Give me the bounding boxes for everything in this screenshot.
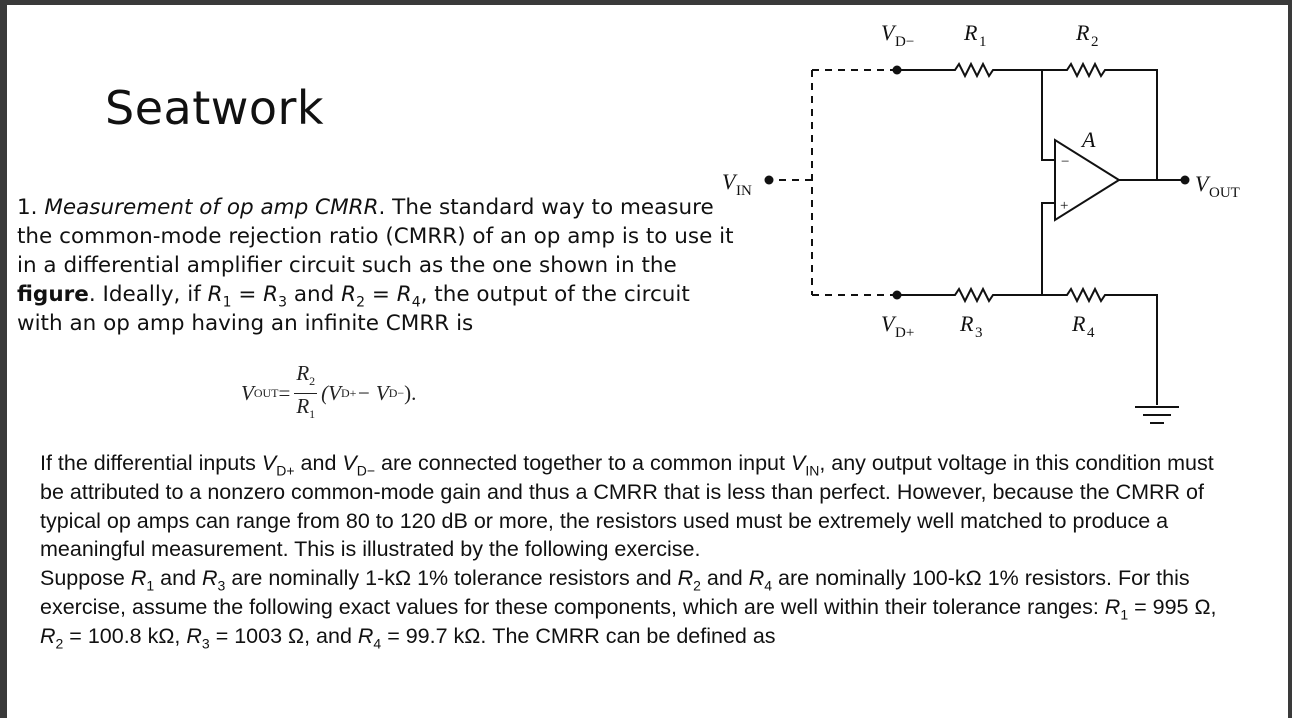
p1-v2-sub: D− — [356, 462, 376, 479]
p1-v2: V — [342, 451, 357, 475]
label-vout-sub: OUT — [1209, 185, 1240, 201]
cond-r2-sub: 2 — [356, 294, 366, 311]
p2-r1-sub: 1 — [146, 577, 155, 594]
cond-eq2: = — [365, 282, 397, 307]
eq-equals: = — [278, 381, 291, 406]
label-r4-sub: 4 — [1087, 325, 1095, 341]
p2-v4-sub: 4 — [373, 635, 382, 652]
eq-paren-open: (V — [321, 381, 341, 406]
problem-number: 1. — [17, 195, 38, 220]
label-r3: R — [960, 311, 974, 336]
eq-minus: − V — [356, 381, 389, 406]
eq-paren-close: ). — [404, 381, 417, 406]
label-r4: R — [1072, 311, 1086, 336]
label-vin-sub: IN — [736, 183, 752, 199]
p2-v1: R — [1104, 594, 1121, 619]
label-vdp-sub: D+ — [895, 325, 915, 341]
p2-g: = 100.8 kΩ, — [63, 623, 187, 648]
top-branch-wire — [897, 64, 1157, 181]
p2-v2: R — [40, 623, 56, 648]
p2-v3: R — [186, 623, 202, 648]
cond-r3-sub: 3 — [278, 294, 288, 311]
p2-r4-sub: 4 — [764, 577, 773, 594]
cond-r4-sub: 4 — [411, 294, 421, 311]
p1-b: and — [294, 451, 343, 475]
slide — [7, 5, 1288, 718]
cond-r3: R — [263, 282, 279, 307]
vdp-terminal — [893, 291, 902, 300]
ground-symbol — [1135, 407, 1179, 423]
problem-text-3: , the output of the circuit with an op amp having an infinite CMRR is — [17, 282, 690, 336]
p2-v2-sub: 2 — [55, 635, 64, 652]
p2-b: and — [154, 566, 203, 591]
label-r2: R — [1076, 20, 1090, 45]
eq-lhs: V — [241, 381, 254, 406]
eq-den-r: R — [296, 394, 310, 419]
eq-den-sub: 1 — [309, 407, 316, 422]
noninverting-input-wire — [1042, 203, 1055, 295]
label-plus-input: + — [1060, 198, 1069, 214]
p2-r2-sub: 2 — [693, 577, 701, 594]
label-r2-sub: 2 — [1091, 34, 1099, 50]
p2-e: are nominally 100-kΩ 1% resistors. For this exercise, assume the following exact values for these components, which are well within their tolerance ranges: — [40, 566, 1190, 619]
vdm-terminal — [893, 66, 902, 75]
inverting-input-wire — [1042, 70, 1055, 160]
p2-r4: R — [748, 566, 765, 591]
p2-r3-sub: 3 — [217, 577, 226, 594]
p2-c: are nominally 1-kΩ 1% tolerance resistors and — [225, 566, 678, 591]
eq-vdm-sub: D− — [388, 386, 405, 401]
p1-v1-sub: D+ — [276, 462, 295, 479]
eq-vdp-sub: D+ — [341, 386, 357, 401]
vout-terminal — [1181, 176, 1190, 185]
cond-r1-sub: 1 — [222, 294, 232, 311]
cond-and: and — [287, 282, 342, 307]
label-vdp: V — [881, 311, 895, 336]
label-r1-sub: 1 — [979, 34, 987, 50]
label-vdm: V — [881, 20, 895, 45]
label-vdm-sub: D− — [895, 34, 915, 50]
p1-c: are connected together to a common input — [375, 451, 791, 475]
p1-v1: V — [261, 451, 277, 475]
label-vin: V — [722, 169, 736, 194]
vin-terminal — [765, 176, 774, 185]
cond-eq1: = — [231, 282, 264, 307]
cond-r1: R — [207, 282, 223, 307]
p1-v3-sub: IN — [805, 462, 820, 479]
p1-v3: V — [790, 451, 806, 475]
label-minus-input: − — [1061, 154, 1070, 170]
problem-text-1: . The standard way to measure the common-mode rejection ratio (CMRR) of an op amp is to use it in a differential amplifier circuit such as the one shown in the — [17, 195, 734, 278]
p2-r2: R — [677, 566, 694, 591]
p2-r3: R — [202, 566, 218, 591]
bottom-branch-wire — [897, 289, 1157, 405]
slide-title: Seatwork — [105, 81, 325, 135]
cond-r4: R — [396, 282, 412, 307]
p2-v3-sub: 3 — [201, 635, 210, 652]
problem-text-2: . Ideally, if — [88, 282, 208, 307]
label-a: A — [1082, 127, 1096, 152]
p2-f: = 995 Ω, — [1128, 594, 1217, 619]
label-vout: V — [1195, 171, 1209, 196]
cond-r2: R — [341, 282, 357, 307]
label-r3-sub: 3 — [975, 325, 983, 341]
differential-amplifier-circuit — [7, 5, 1288, 718]
eq-lhs-sub: OUT — [253, 386, 279, 401]
p1-a: If the differential inputs — [40, 451, 262, 475]
p2-r1: R — [130, 566, 147, 591]
p2-a: Suppose — [40, 566, 131, 591]
p1-d: , any output voltage in this condition must be attributed to a nonzero common-mode gain and thus a CMRR that is less than perfect. However, because the CMRR of typical op amps can range from 80 to 120 dB or more, the resistors used must be extremely well matched to produce a meaningful measurement. This is illustrated by the following exercise. — [40, 451, 1214, 562]
p2-h: = 1003 Ω, and — [209, 623, 358, 648]
label-r1: R — [964, 20, 978, 45]
p2-v4: R — [357, 623, 374, 648]
p2-i: = 99.7 kΩ. The CMRR can be defined as — [381, 623, 776, 648]
figure-word: figure — [17, 282, 89, 307]
eq-num-sub: 2 — [309, 374, 316, 389]
problem-heading: Measurement of op amp CMRR — [44, 195, 379, 220]
eq-num-r: R — [296, 361, 310, 385]
p2-v1-sub: 1 — [1120, 606, 1129, 623]
p2-d: and — [700, 566, 749, 591]
